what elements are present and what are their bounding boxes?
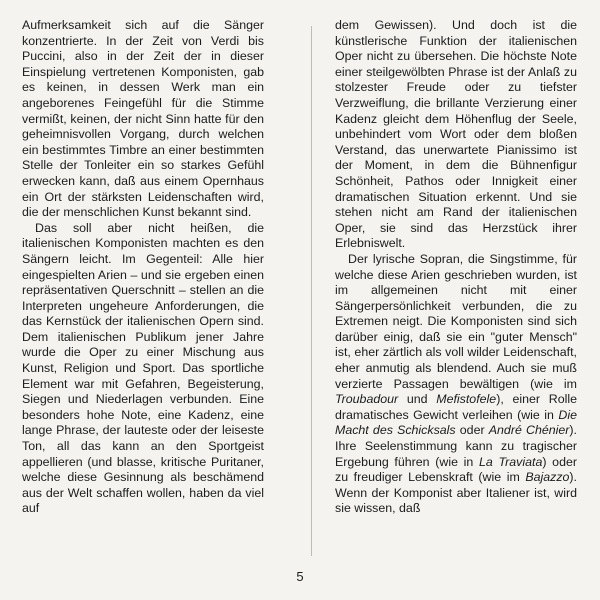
opera-title-andre-chenier: André Chénier	[488, 423, 570, 438]
text-run: ). Ihre Seelenstimmung kann zu tragischer Ergebung führen (wie in	[335, 423, 577, 469]
text-run: und	[398, 392, 437, 407]
paragraph-lyric-soprano	[335, 252, 577, 517]
column-divider	[311, 26, 312, 556]
opera-title-macht-des-schicksals: Die Macht des Schicksals	[335, 407, 577, 438]
opera-title-troubadour: Troubadour	[335, 392, 399, 407]
text-run: ) oder zu freudiger Lebenskraft (wie im	[335, 454, 577, 485]
page-number: 5	[296, 569, 304, 584]
paragraph-continuation: Aufmerksamkeit sich auf die Sänger konzentrierte. In der Zeit von Verdi bis Puccini, also in der Zeit der in dieser Einspielung vertretenen Komponisten, gab es keinen, in dessen Werk man ein angeborenes Feingefühl für die Stimme vermißt, keinen, der nicht Sinn hatte für den geheimnisvollen Vorgang, durch welchen ein bestimmtes Timbre an einer bestimmten Stelle der Tonleiter ein so starkes Gefühl erwecken kann, daß aus einem Opernhaus ein Ort der stärksten Leidenschaften wird, die der menschlichen Kunst bekannt sind.	[22, 18, 264, 220]
right-text-column	[335, 18, 577, 517]
paragraph-artistic-function: dem Gewissen). Und doch ist die künstlerische Funktion der italienischen Oper nicht zu übersehen. Die höchste Note einer steilgewölbten Phrase ist der Anlaß zu stolzester Freude oder zu tiefster Verzweiflung, die brillante Verzierung einer Kadenz gleicht dem Höhenflug der Seele, unbehindert vom Wort oder dem bloßen Verstand, das unerwartete Pianissimo ist der Moment, in dem die Bühnenfigur Schönheit, Pathos oder Innigkeit einer dramatischen Situation erkennt. Und sie stehen nicht am Rand der italienischen Oper, sie sind das Herzstück ihrer Erlebniswelt.	[335, 18, 577, 251]
left-text-column	[22, 18, 264, 517]
opera-title-bajazzo: Bajazzo	[525, 470, 570, 485]
text-run: ), einer Rolle dramatisches Gewicht verleihen (wie in	[335, 392, 577, 422]
text-run: ). Wenn der Komponist aber Italiener ist, wird sie wissen, daß	[335, 470, 577, 516]
paragraph-composers-demands: Das soll aber nicht heißen, die italienischen Komponisten machten es den Sängern leicht. Im Gegenteil: Alle hier eingespielten Arien – und sie ergeben einen repräsentativen Querschnitt – stellen an die Interpreten ungeheure Anforderungen, die das Kernstück der italienischen Opern sind. Dem italienischen Publikum jener Jahre wurde die Oper zu einer Mischung aus Kunst, Religion und Sport. Das sportliche Element war mit Gefahren, Begeisterung, Siegen und Niederlagen verbunden. Eine besonders hohe Note, eine Kadenz, eine lange Phrase, der lauteste oder der leiseste Ton, all das kann an den Sportgeist appellieren (und blasse, kritische Puritaner, welche diese Gesinnung als beschämend aus der Welt schaffen wollen, haben da viel auf	[22, 220, 264, 516]
text-run: Der lyrische Sopran, die Singstimme, für welche diese Arien geschrieben wurden, ist im allgemeinen nicht mit einer Sängerpersönlichkeit verbunden, die zu Extremen neigt. Die Komponisten sind sich darüber einig, daß sie ein "guter Mensch" ist, eher zärtlich als voll wilder Leidenschaft, eher anmutig als blendend. Auch sie muß verzierte Passagen bewältigen (wie im	[335, 251, 577, 391]
opera-title-mefistofele: Mefistofele	[436, 392, 497, 407]
text-run: oder	[455, 423, 489, 438]
opera-title-la-traviata: La Traviata	[479, 454, 543, 469]
